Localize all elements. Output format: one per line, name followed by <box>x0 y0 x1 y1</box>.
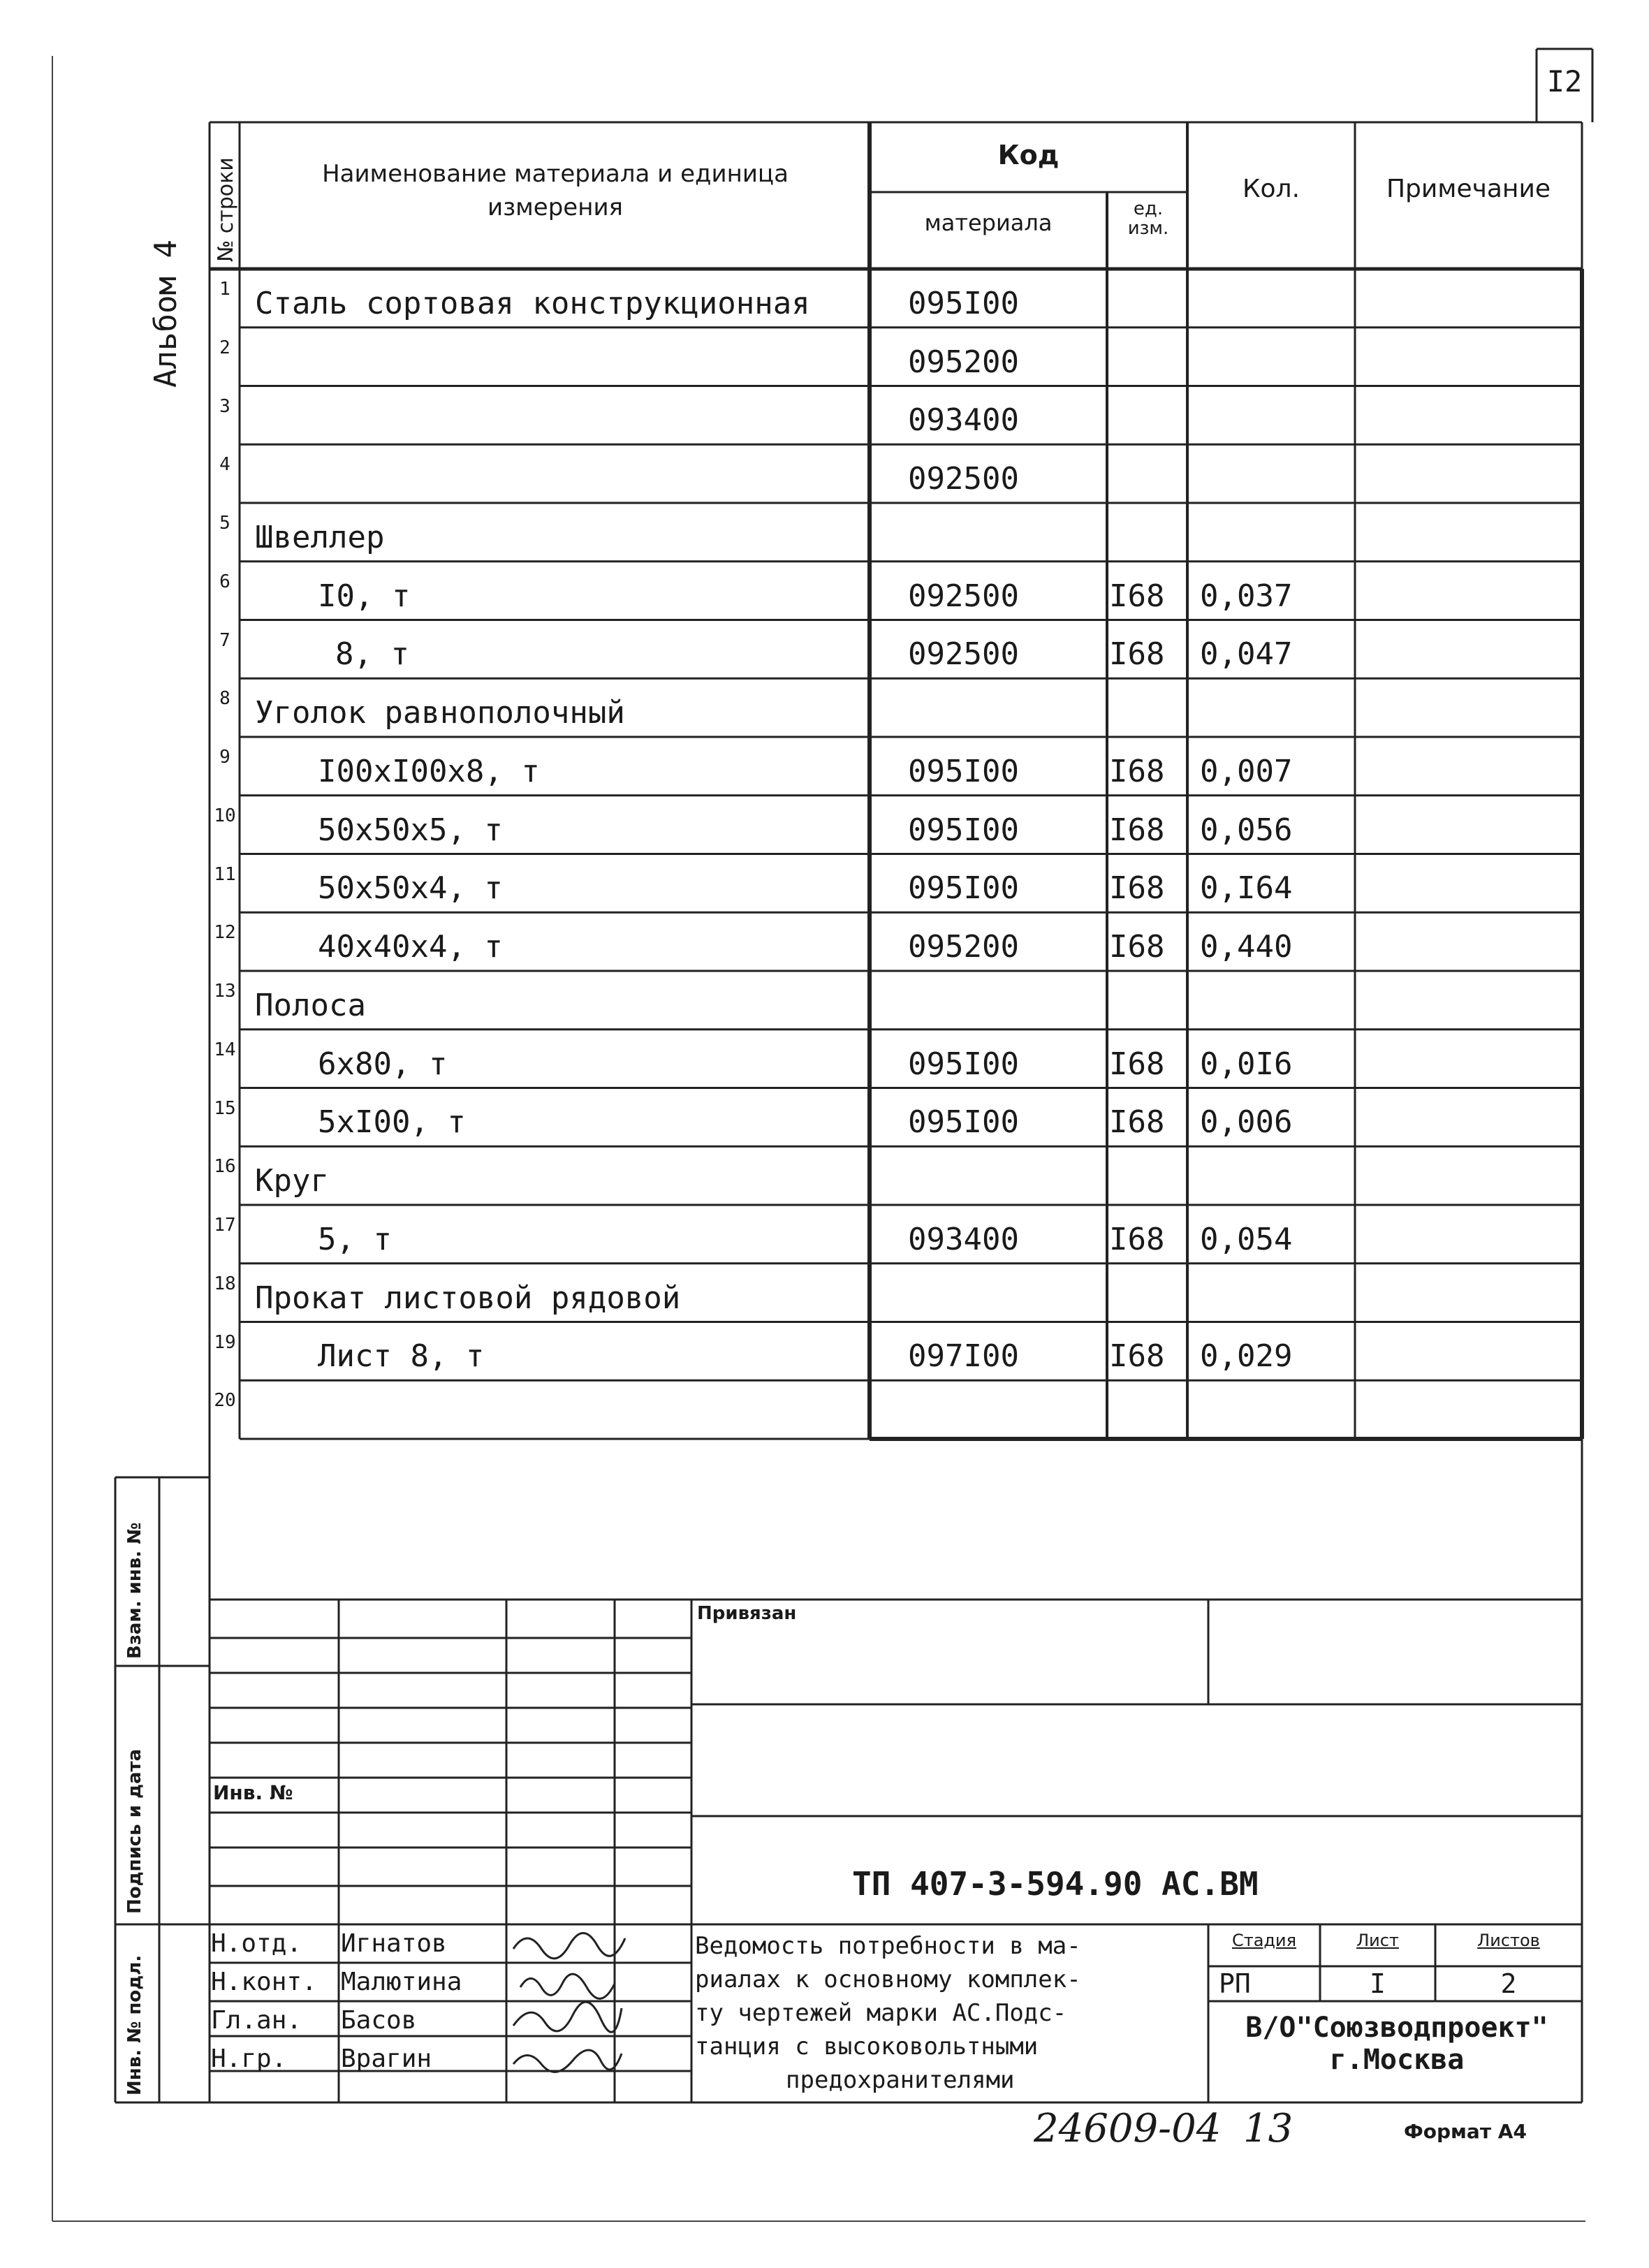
header-code-unit: ед. изм. <box>1127 198 1169 239</box>
row-number: 4 <box>219 454 230 476</box>
unit-code: I68 <box>1109 1221 1165 1257</box>
header-note: Примечание <box>1386 175 1551 203</box>
side-vzam-label: Взам. инв. № <box>124 1522 145 1659</box>
signer-role: Н.конт. <box>211 1968 317 1996</box>
signer-role: Н.отд. <box>211 1929 302 1958</box>
row-number: 12 <box>214 922 236 944</box>
material-code: 093400 <box>908 1221 1019 1257</box>
doc-code: ТП 407-3-594.90 АС.ВМ <box>852 1865 1259 1903</box>
privyazan-label: Привязан <box>697 1603 797 1624</box>
material-name: 5, т <box>318 1221 392 1257</box>
material-name: 40x40x4, т <box>318 929 503 965</box>
signer-name: Басов <box>341 2006 417 2035</box>
material-name: 6x80, т <box>318 1046 448 1082</box>
unit-code: I68 <box>1109 1046 1165 1082</box>
material-name: I0, т <box>318 578 411 614</box>
format-label: Формат А4 <box>1404 2120 1527 2143</box>
material-name: Прокат листовой рядовой <box>255 1280 681 1316</box>
side-podpis-label: Подпись и дата <box>124 1748 145 1914</box>
doc-title-line: предохранителями <box>786 2066 1015 2094</box>
row-number: 5 <box>219 513 230 534</box>
unit-code: I68 <box>1109 929 1165 965</box>
material-code: 095I00 <box>908 1046 1019 1082</box>
sheet-label: Лист <box>1356 1931 1399 1950</box>
material-name: 50x50x5, т <box>318 812 503 848</box>
quantity: 0,440 <box>1200 929 1293 965</box>
header-code-material: материала <box>924 210 1053 236</box>
row-number: 20 <box>214 1390 236 1412</box>
quantity: 0,047 <box>1200 636 1293 673</box>
material-name: Лист 8, т <box>318 1338 485 1375</box>
row-number: 19 <box>214 1331 236 1353</box>
row-number: 10 <box>214 805 236 826</box>
unit-code: I68 <box>1109 636 1165 673</box>
material-name: 5xI00, т <box>318 1104 466 1141</box>
unit-code: I68 <box>1109 578 1165 614</box>
inv-no-label: Инв. № <box>213 1781 293 1804</box>
quantity: 0,0I6 <box>1200 1046 1293 1082</box>
sheet-number: I2 <box>1546 64 1583 98</box>
header-qty: Кол. <box>1242 175 1300 203</box>
material-name: Сталь сортовая конструкционная <box>255 285 810 321</box>
unit-code: I68 <box>1109 1104 1165 1141</box>
row-number: 18 <box>214 1273 236 1294</box>
material-code: 092500 <box>908 461 1019 497</box>
stage-value: РП <box>1219 1968 1251 1999</box>
row-number: 6 <box>219 571 230 592</box>
unit-code: I68 <box>1109 1338 1165 1375</box>
quantity: 0,054 <box>1200 1221 1293 1257</box>
doc-title-line: Ведомость потребности в ма- <box>695 1932 1081 1960</box>
doc-title-line: риалах к основному комплек- <box>695 1966 1081 1993</box>
material-code: 093400 <box>908 402 1019 439</box>
signer-name: Малютина <box>341 1968 462 1996</box>
sheet-value: I <box>1370 1968 1386 1999</box>
header-name: Наименование материала и единица измерения <box>322 160 789 221</box>
material-code: 095I00 <box>908 753 1019 789</box>
material-name: Круг <box>255 1163 329 1199</box>
material-code: 097I00 <box>908 1338 1019 1375</box>
material-code: 095I00 <box>908 285 1019 321</box>
org-name-line: В/О"Союзводпроект" <box>1245 2012 1548 2044</box>
material-name: 8, т <box>335 636 409 673</box>
row-number: 13 <box>214 981 236 1002</box>
material-name: Швеллер <box>255 519 385 555</box>
doc-title-line: танция с высоковольтными <box>695 2033 1039 2061</box>
material-name: Полоса <box>255 987 366 1023</box>
album-label: Альбом 4 <box>148 240 184 388</box>
sheets-label: Листов <box>1477 1931 1540 1950</box>
row-number: 3 <box>219 395 230 417</box>
material-code: 092500 <box>908 578 1019 614</box>
quantity: 0,056 <box>1200 812 1293 848</box>
org-name-line: г.Москва <box>1329 2044 1465 2076</box>
material-code: 095I00 <box>908 1104 1019 1141</box>
material-code: 095200 <box>908 344 1019 380</box>
header-code: Код <box>997 140 1060 170</box>
archive-number: 24609-04 <box>1034 2106 1222 2151</box>
material-code: 095200 <box>908 929 1019 965</box>
quantity: 0,037 <box>1200 578 1293 614</box>
row-number: 8 <box>219 688 230 710</box>
material-code: 092500 <box>908 636 1019 673</box>
quantity: 0,029 <box>1200 1338 1293 1375</box>
row-number: 2 <box>219 337 230 358</box>
sheets-value: 2 <box>1500 1968 1517 1999</box>
row-number: 16 <box>214 1156 236 1178</box>
stage-label: Стадия <box>1231 1931 1297 1950</box>
row-number: 7 <box>219 629 230 651</box>
signer-role: Гл.ан. <box>211 2006 302 2035</box>
unit-code: I68 <box>1109 812 1165 848</box>
header-row-no: № строки <box>214 157 238 262</box>
quantity: 0,006 <box>1200 1104 1293 1141</box>
row-number: 17 <box>214 1215 236 1236</box>
material-name: Уголок равнополочный <box>255 695 625 731</box>
row-number: 11 <box>214 863 236 885</box>
material-name: 50x50x4, т <box>318 870 503 907</box>
row-number: 15 <box>214 1097 236 1119</box>
side-inv-podl-label: Инв. № подл. <box>124 1954 145 2095</box>
row-number: 1 <box>219 279 230 300</box>
row-number: 14 <box>214 1039 236 1060</box>
material-code: 095I00 <box>908 870 1019 907</box>
quantity: 0,007 <box>1200 753 1293 789</box>
page-number: 13 <box>1243 2106 1293 2151</box>
signer-name: Врагин <box>341 2044 432 2073</box>
material-name: I00xI00x8, т <box>318 753 540 789</box>
signer-name: Игнатов <box>341 1929 447 1958</box>
signer-role: Н.гр. <box>211 2044 287 2073</box>
unit-code: I68 <box>1109 753 1165 789</box>
unit-code: I68 <box>1109 870 1165 907</box>
material-code: 095I00 <box>908 812 1019 848</box>
row-number: 9 <box>219 747 230 768</box>
doc-title-line: ту чертежей марки АС.Подс- <box>695 1999 1067 2027</box>
quantity: 0,I64 <box>1200 870 1293 907</box>
